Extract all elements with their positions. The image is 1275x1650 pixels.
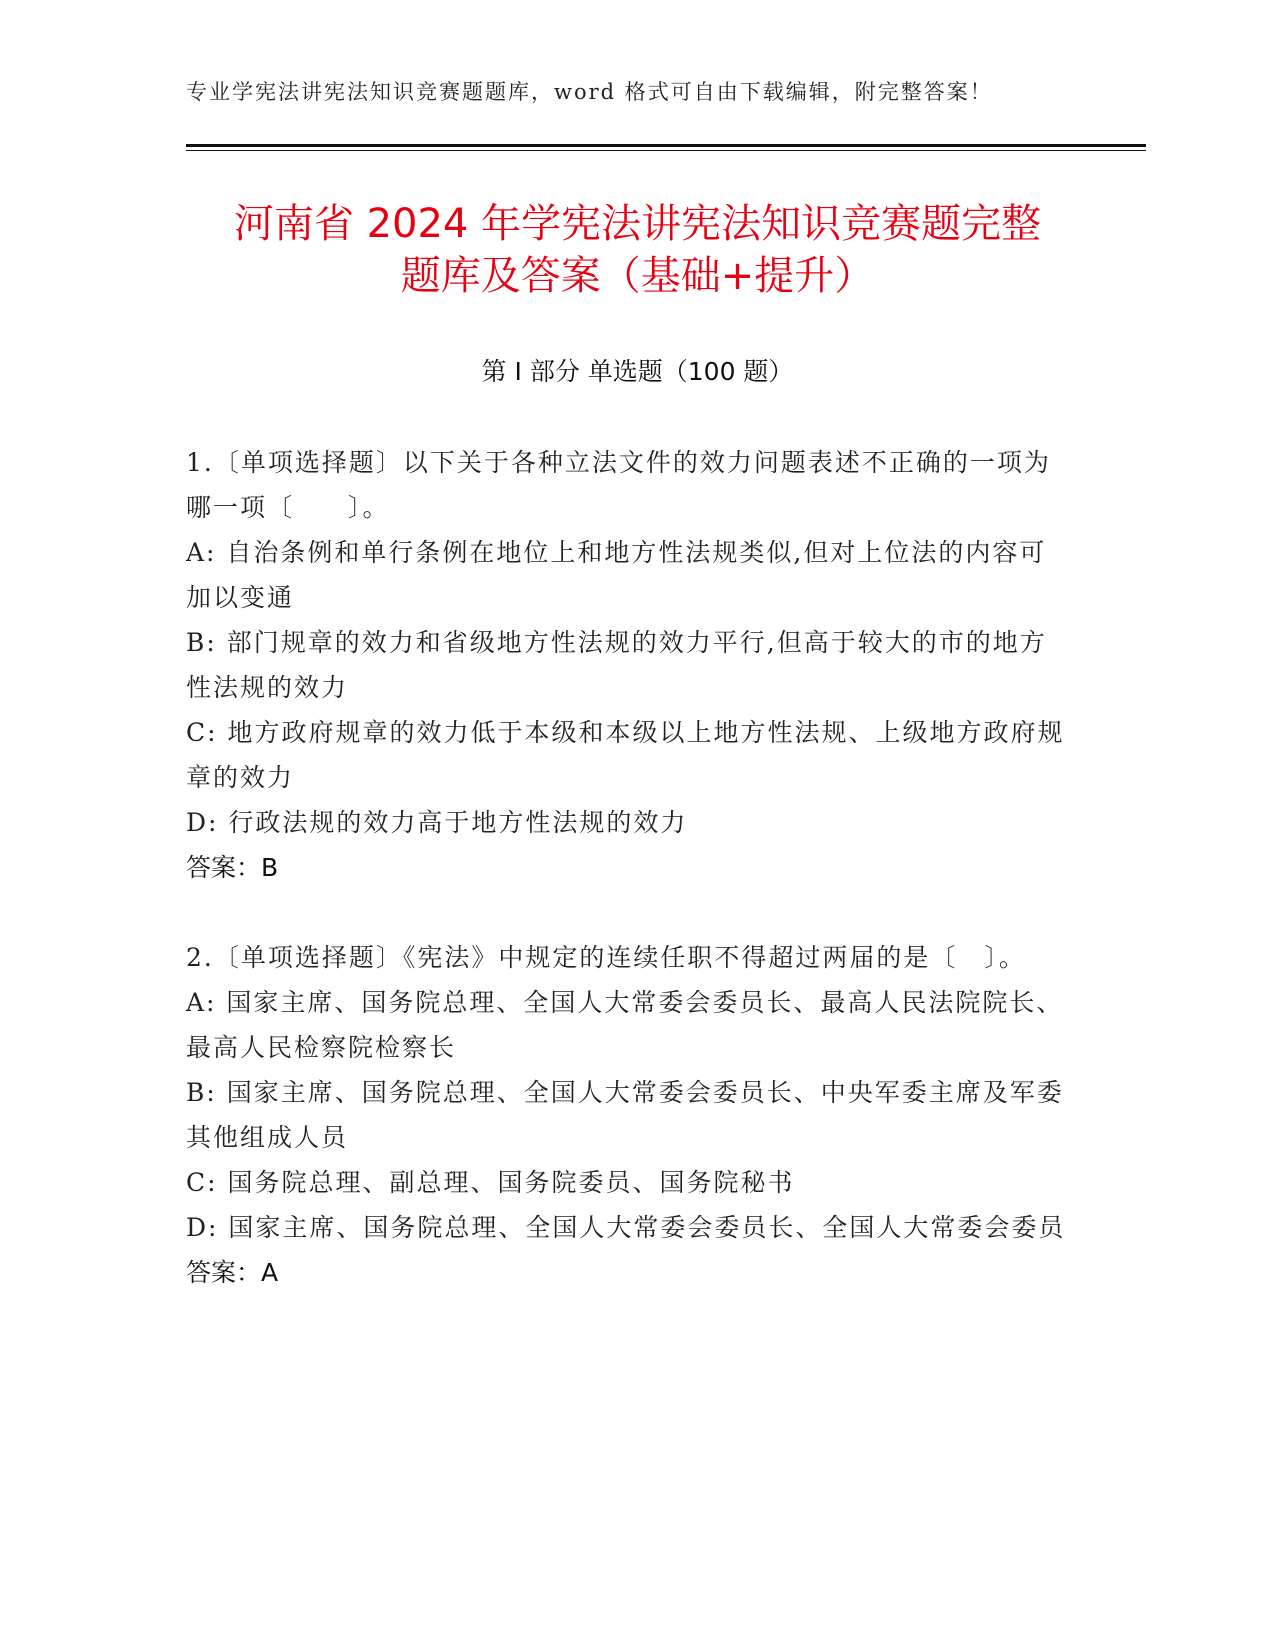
question-list xyxy=(186,440,1066,1340)
option-b: B: 国家主席、国务院总理、全国人大常委会委员长、中央军委主席及军委其他组成人员 xyxy=(186,1078,1064,1152)
option-d: D: 国家主席、国务院总理、全国人大常委会委员长、全国人大常委会委员 xyxy=(186,1213,1066,1242)
title-line-1: 河南省 2024 年学宪法讲宪法知识竞赛题完整 xyxy=(233,201,1042,247)
section-heading: 第 I 部分 单选题（100 题） xyxy=(481,357,794,386)
header-rule-thin xyxy=(186,150,1146,151)
question-stem: 2.〔单项选择题〕《宪法》中规定的连续任职不得超过两届的是〔 〕。 xyxy=(186,943,1026,972)
option-c: C: 地方政府规章的效力低于本级和本级以上地方性法规、上级地方政府规章的效力 xyxy=(186,718,1065,792)
question-2 xyxy=(186,935,1066,1295)
document-title xyxy=(150,198,1125,302)
title-line-2: 题库及答案（基础+提升） xyxy=(400,253,875,299)
header-note: 专业学宪法讲宪法知识竞赛题题库，word 格式可自由下载编辑，附完整答案！ xyxy=(186,80,993,104)
header-rule-thick xyxy=(186,144,1146,147)
option-d: D: 行政法规的效力高于地方性法规的效力 xyxy=(186,808,688,837)
option-c: C: 国务院总理、副总理、国务院委员、国务院秘书 xyxy=(186,1168,795,1197)
question-1 xyxy=(186,440,1066,890)
answer: 答案：A xyxy=(186,1258,279,1287)
answer: 答案：B xyxy=(186,853,279,882)
question-stem: 1.〔单项选择题〕以下关于各种立法文件的效力问题表述不正确的一项为哪一项〔 〕。 xyxy=(186,448,1051,522)
option-a: A: 国家主席、国务院总理、全国人大常委会委员长、最高人民法院院长、最高人民检察院检察长 xyxy=(186,988,1064,1062)
option-a: A: 自治条例和单行条例在地位上和地方性法规类似,但对上位法的内容可加以变通 xyxy=(186,538,1047,612)
option-b: B: 部门规章的效力和省级地方性法规的效力平行,但高于较大的市的地方性法规的效力 xyxy=(186,628,1047,702)
